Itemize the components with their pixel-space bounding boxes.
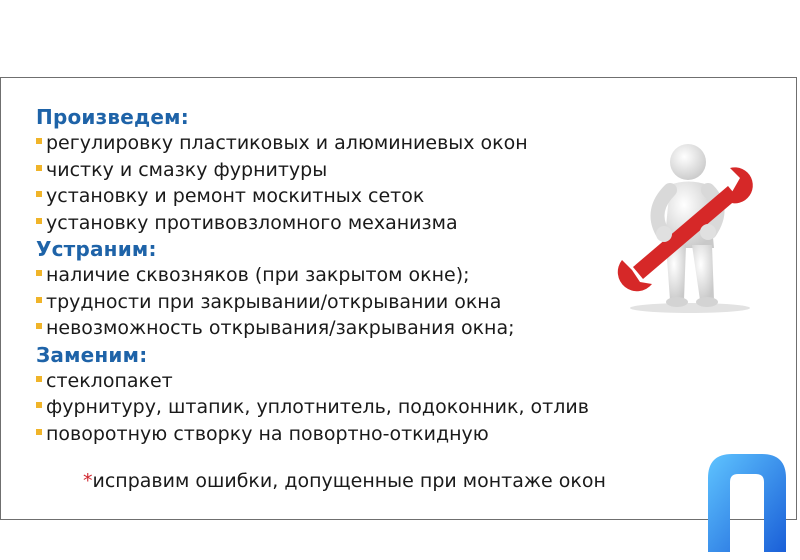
list-item — [36, 368, 716, 395]
bullet-icon — [36, 165, 42, 171]
list-item-text: установку и ремонт москитных сеток — [46, 185, 425, 207]
bullet-icon — [36, 218, 42, 224]
list-item-text: регулировку пластиковых и алюминиевых окон — [46, 132, 528, 154]
person-with-wrench-icon — [600, 140, 760, 315]
list-item — [36, 421, 716, 448]
list-item-text: наличие сквозняков (при закрытом окне); — [46, 264, 470, 286]
footnote-text: исправим ошибки, допущенные при монтаже окон — [92, 470, 606, 492]
blue-arch-logo-icon — [700, 448, 794, 554]
bullet-icon — [36, 270, 42, 276]
list-item-text: чистку и смазку фурнитуры — [46, 158, 328, 181]
bullet-icon — [36, 138, 42, 144]
list-item-text: установку противовзломного механизма — [46, 211, 458, 234]
list-item-text: поворотную створку на повортно-откидную — [46, 422, 489, 445]
bullet-icon — [36, 191, 42, 197]
list-item-text: трудности при закрывании/открывании окна — [46, 290, 502, 313]
bullet-icon — [36, 297, 42, 303]
bullet-icon — [36, 429, 42, 435]
section-heading-replace: Заменим: — [36, 342, 148, 367]
list-item-text: стеклопакет — [46, 369, 173, 392]
section-heading-produce: Произведем: — [36, 105, 189, 129]
footnote-asterisk: * — [83, 470, 93, 492]
list-item-text: фурнитуру, штапик, уплотнитель, подоконник, отлив — [46, 396, 589, 418]
bullet-icon — [36, 402, 42, 408]
list-item-text: невозможность открывания/закрывания окна; — [46, 317, 515, 339]
section-heading-eliminate: Устраним: — [36, 237, 157, 261]
list-item — [36, 315, 716, 342]
bullet-icon — [36, 323, 42, 329]
bullet-icon — [36, 376, 42, 382]
footnote — [83, 468, 705, 494]
list-item — [36, 394, 716, 421]
